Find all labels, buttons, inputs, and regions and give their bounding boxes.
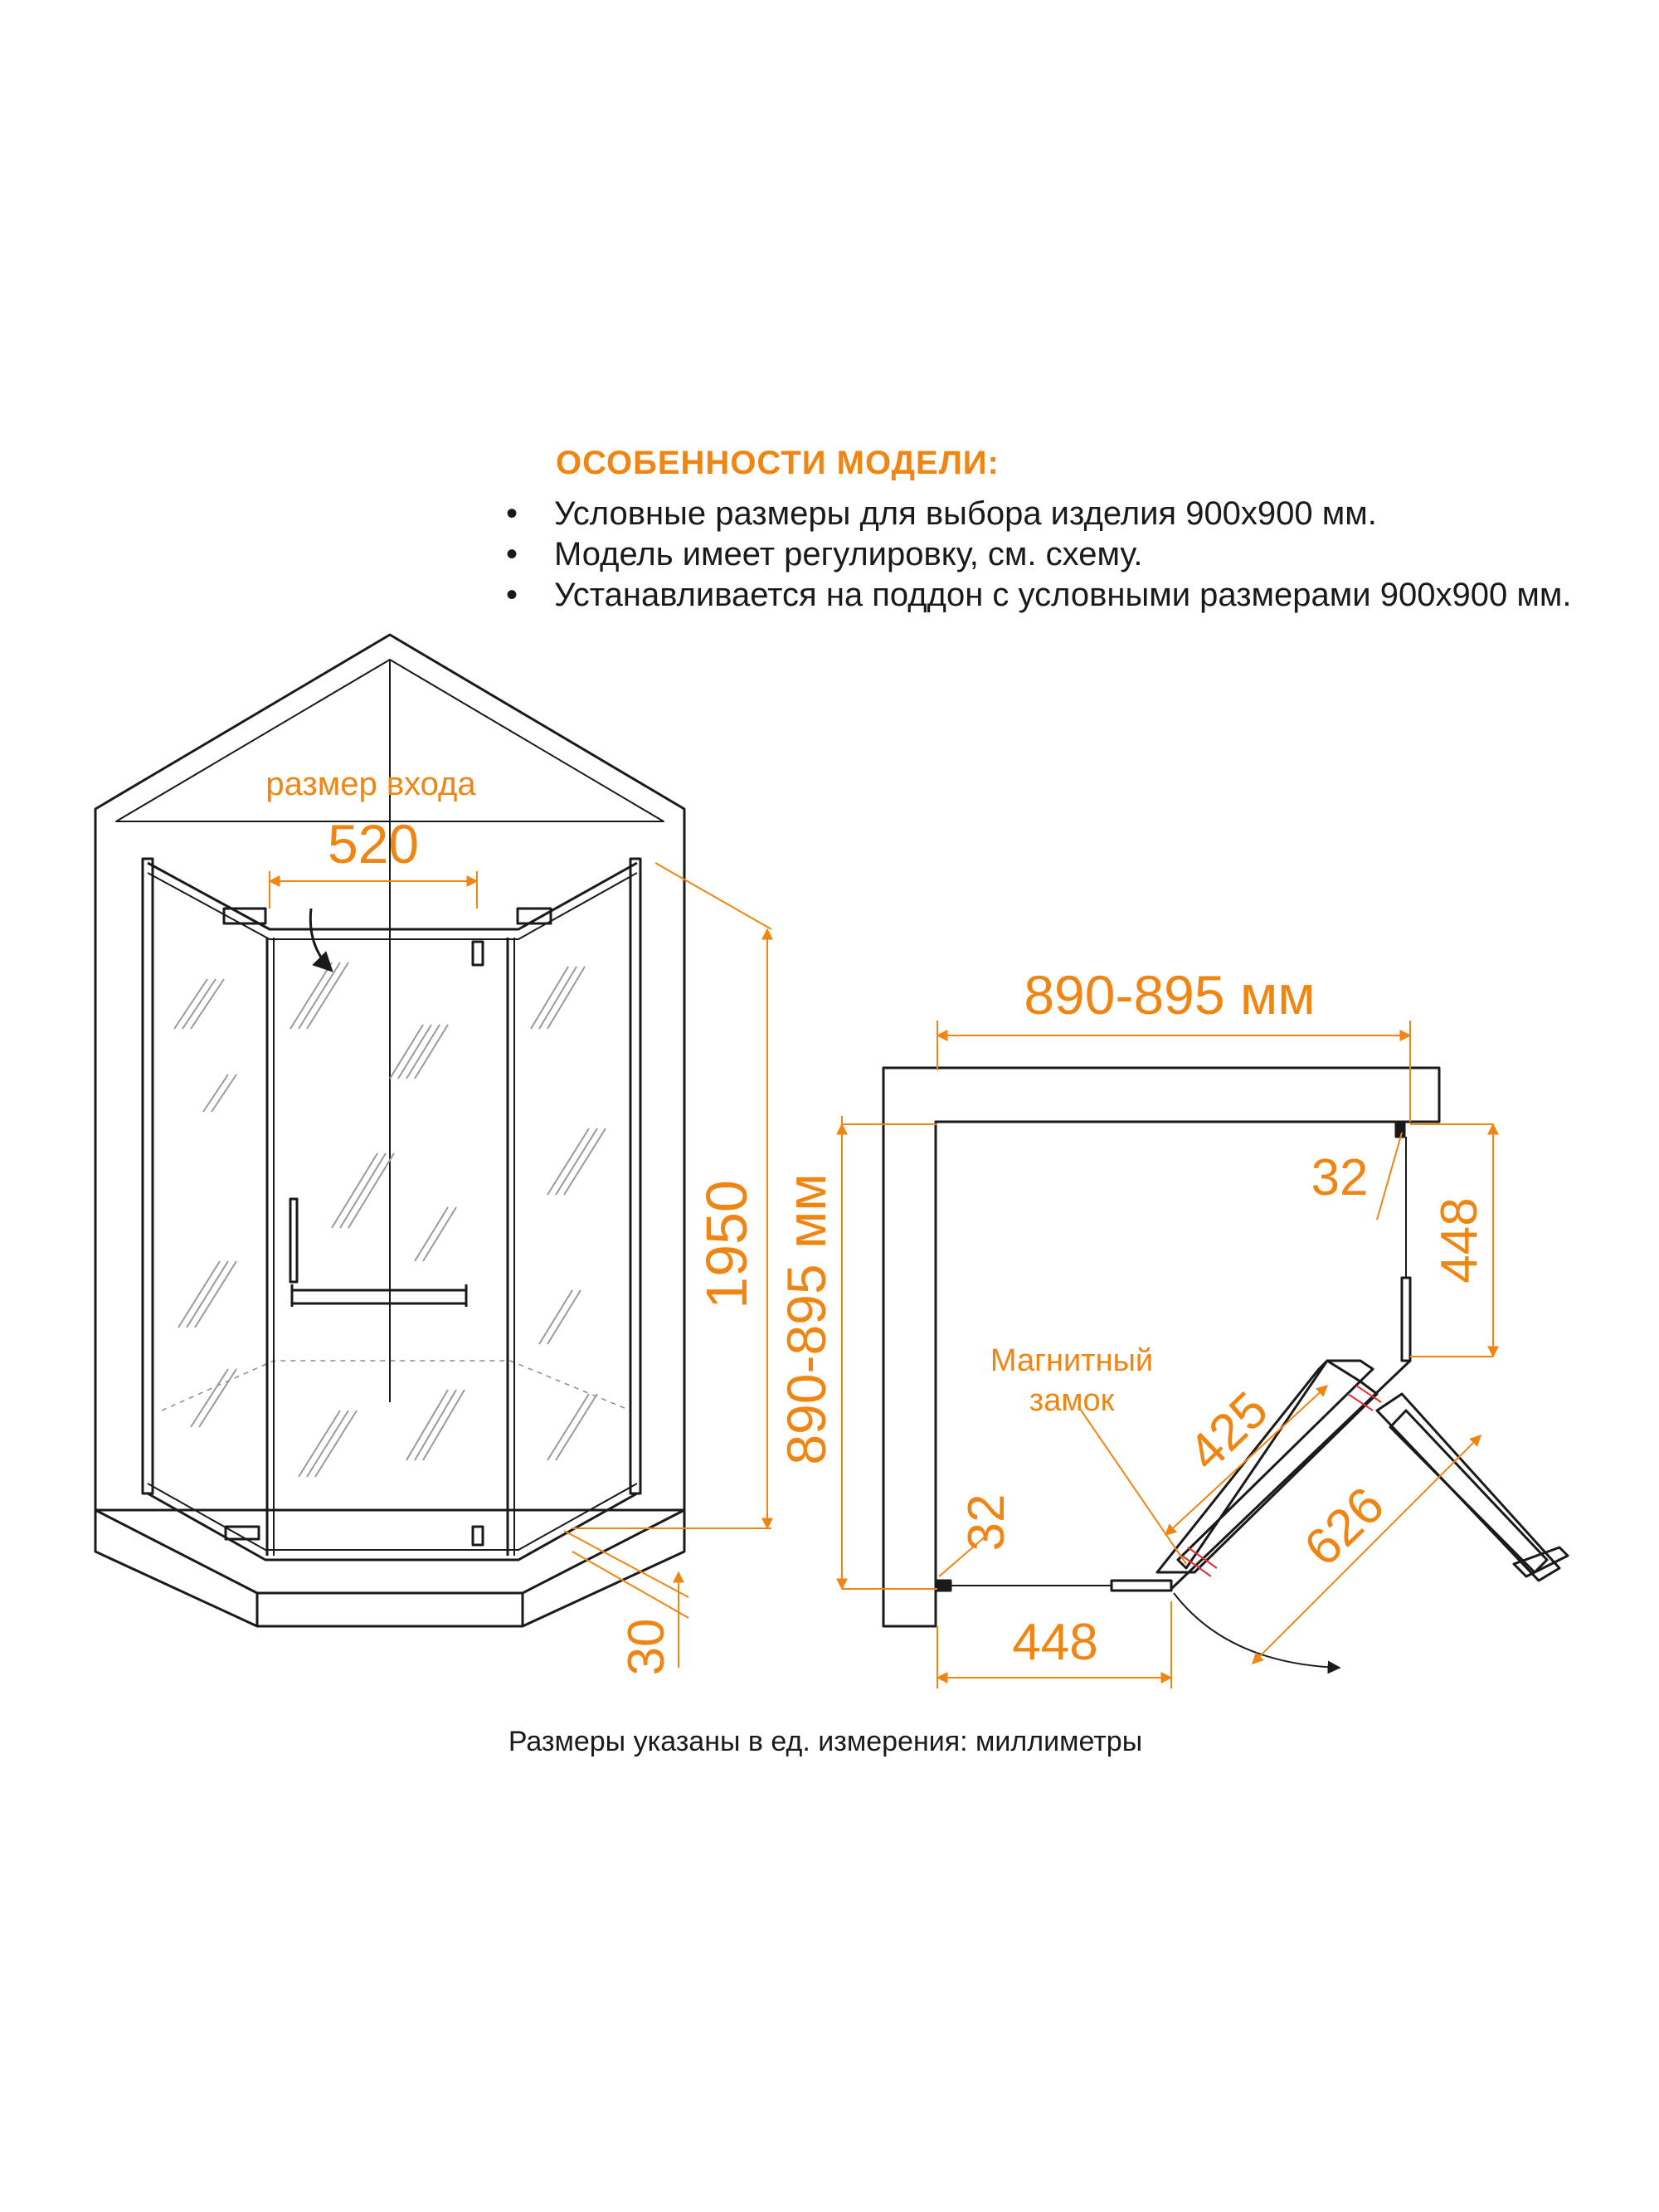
lock-label-line1: Магнитный <box>990 1343 1154 1378</box>
feature-item: • Устанавливается на поддон с условными размерами 900х900 мм. <box>547 575 1576 616</box>
gap-top-value: 32 <box>1311 1149 1369 1206</box>
door-626-dim-line <box>1253 1435 1481 1664</box>
units-footnote: Размеры указаны в ед. измерения: миллиметры <box>508 1726 1143 1757</box>
lock-leader <box>1078 1406 1186 1564</box>
features-title: ОСОБЕННОСТИ МОДЕЛИ: <box>556 445 1000 481</box>
entrance-width-value: 520 <box>327 813 420 875</box>
gap-32-leader <box>1377 1133 1402 1220</box>
right-448-value: 448 <box>1431 1197 1488 1284</box>
entrance-label: размер входа <box>265 766 476 802</box>
right-fixed-panel <box>1402 1278 1410 1361</box>
tray-height-value: 30 <box>618 1618 675 1676</box>
door-425-value: 425 <box>1177 1381 1279 1483</box>
feature-item: • Условные размеры для выбора изделия 900х900 мм. <box>547 494 1576 534</box>
gap-left-value: 32 <box>958 1493 1015 1552</box>
right-post <box>630 859 640 1493</box>
height-value: 1950 <box>694 1180 759 1309</box>
feature-item: • Модель имеет регулировку, см. схему. <box>547 534 1576 575</box>
open-door-leaf <box>1377 1394 1559 1581</box>
lock-label-line2: замок <box>1029 1383 1115 1418</box>
bottom-fixed-panel <box>1112 1581 1171 1591</box>
bottom-448-value: 448 <box>1012 1614 1098 1671</box>
door-handle <box>292 1290 466 1303</box>
top-width-value: 890-895 мм <box>1024 964 1316 1026</box>
left-post <box>143 859 153 1493</box>
plan-door-swing-arrow <box>1174 1593 1340 1668</box>
depth-range-value: 890-895 мм <box>776 1173 837 1465</box>
door-626-value: 626 <box>1293 1476 1395 1578</box>
